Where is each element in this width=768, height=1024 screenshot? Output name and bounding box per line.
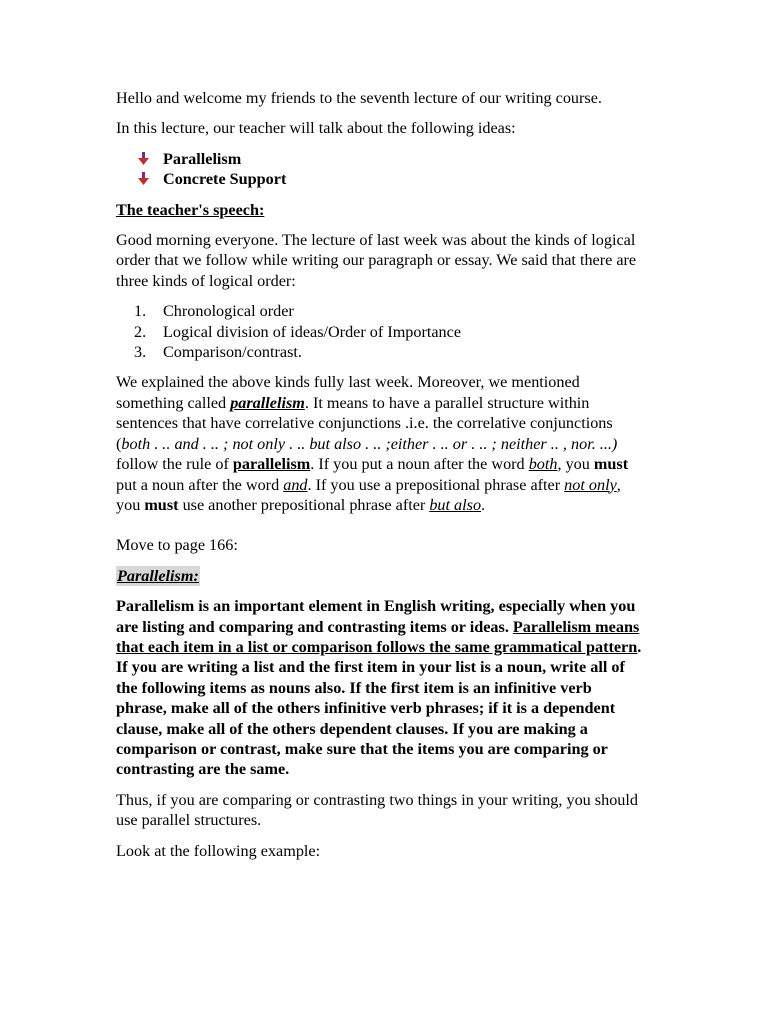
list-text: Chronological order	[163, 302, 294, 321]
idea-label: Parallelism	[163, 149, 242, 168]
ideas-list	[138, 149, 646, 190]
list-number: 1.	[134, 302, 147, 321]
ideas-lead: In this lecture, our teacher will talk about the following ideas:	[116, 119, 516, 138]
list-text: Logical division of ideas/Order of Importance	[163, 322, 462, 341]
parallelism-definition: Parallelism means that each item in a list or comparison follows the same grammatical pattern	[116, 617, 640, 656]
word-not-only: not only	[564, 475, 617, 494]
word-but-also: but also	[429, 495, 482, 514]
word-both: both	[528, 455, 558, 474]
list-text: Comparison/contrast.	[163, 343, 302, 362]
list-item	[134, 322, 646, 342]
text-run: put a noun after the word	[116, 475, 284, 494]
term-parallelism: parallelism	[230, 393, 305, 412]
down-arrow-bullet-icon	[138, 172, 149, 185]
list-item	[134, 301, 646, 321]
text-run: . If you are writing a list and the first item in your list is a noun, write all of the following items as nouns also. If the first item is an infinitive verb phrase, make all of the others infinitive verb phrases; if it is a dependent clause, make all of the others dependent clauses. If you are making a comparison or contrast, make sure that the items you are comparing or contrasting are the same.	[116, 637, 642, 779]
text-run: . If you use a prepositional phrase after	[307, 475, 565, 494]
parallelism-paragraph	[116, 596, 646, 780]
list-number: 2.	[134, 322, 147, 341]
text-run: , you	[116, 475, 621, 514]
list-item	[134, 342, 646, 362]
greeting-paragraph: Hello and welcome my friends to the seventh lecture of our writing course.	[116, 89, 602, 107]
text-run: Parallelism is an important element in English writing, especially when you are listing and comparing and contrasting items or ideas.	[116, 597, 636, 636]
word-and: and	[283, 475, 308, 494]
list-item	[138, 149, 646, 169]
text-run: We explained the above kinds fully last week. Moreover, we mentioned something called	[116, 373, 580, 412]
emphasis-must: must	[593, 455, 629, 474]
text-run: . If you put a noun after the word	[310, 455, 529, 474]
page-reference: Move to page 166:	[116, 536, 238, 555]
emphasis-must: must	[144, 495, 179, 514]
rule-parallelism: parallelism	[232, 455, 311, 474]
parallelism-heading: Parallelism:	[117, 566, 199, 585]
conjunction-examples: both . .. and . .. ; not only . .. but also . .. ;either . .. or . .. ; neither .. , nor. ...)	[121, 434, 618, 453]
speech-heading: The teacher's speech:	[116, 200, 265, 219]
list-number: 3.	[134, 343, 147, 362]
text-run: .	[481, 495, 486, 514]
section-heading-wrap	[116, 566, 646, 596]
explanation-paragraph	[116, 372, 646, 515]
idea-label: Concrete Support	[163, 170, 287, 189]
document-body	[116, 88, 646, 861]
example-lead: Look at the following example:	[116, 841, 321, 860]
text-run: follow the rule of	[116, 455, 233, 474]
text-run: , you	[557, 455, 594, 474]
text-run: . It means to have a parallel structure within sentences that have correlative conjunctions .i.e. the correlative conjunctions (	[116, 393, 613, 453]
speech-opening: Good morning everyone. The lecture of last week was about the kinds of logical order that we follow while writing our paragraph or essay. We said that there are three kinds of logical order:	[116, 231, 637, 290]
list-item	[138, 169, 646, 189]
conclusion-paragraph: Thus, if you are comparing or contrasting two things in your writing, you should use parallel structures.	[116, 790, 638, 830]
logical-order-list	[134, 301, 646, 362]
text-run: use another prepositional phrase after	[178, 495, 430, 514]
down-arrow-bullet-icon	[138, 152, 149, 165]
